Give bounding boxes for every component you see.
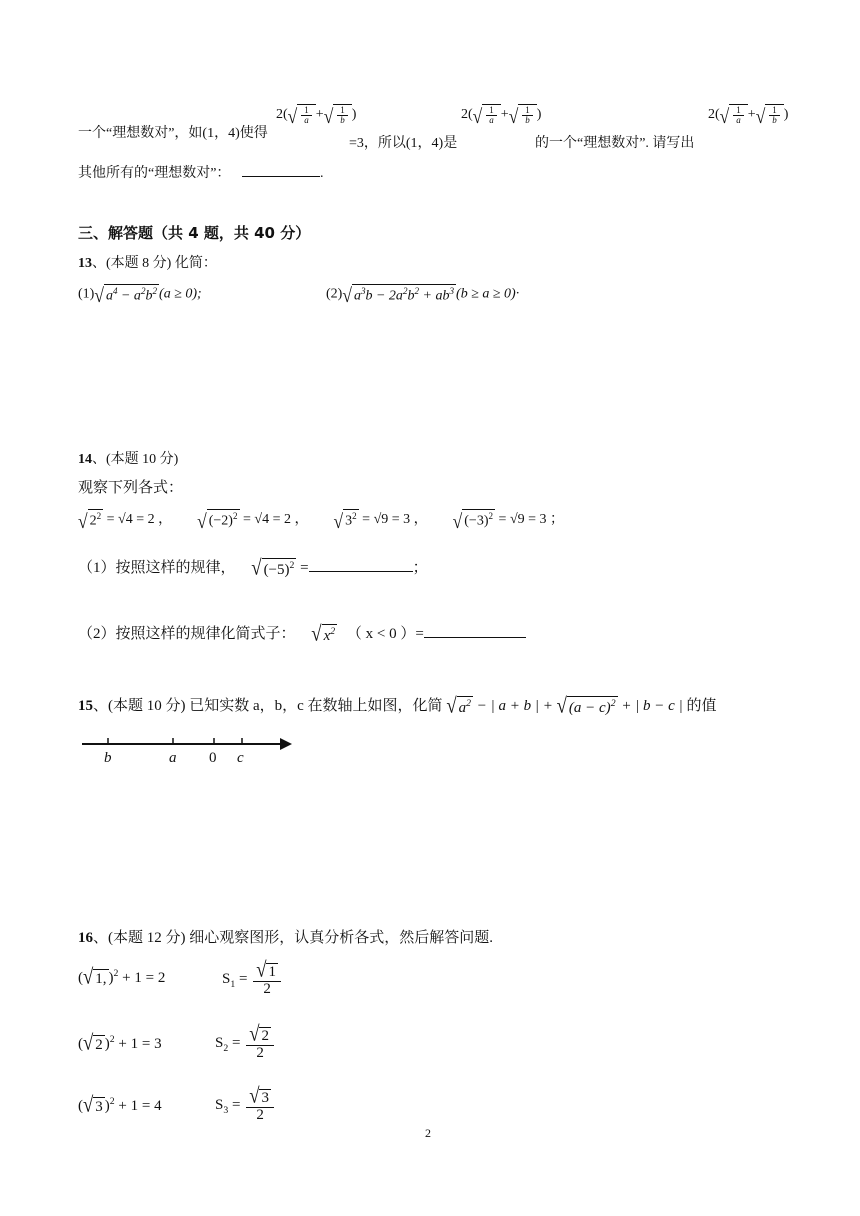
q12-eq3: =3，所以(1，4)是 <box>349 136 458 151</box>
q15-heading: 15、(本题 10 分) 已知实数 a，b，c 在数轴上如图，化简 √ $a^2$ − | a + b | + √ $(a - c)^2$ + | b − c | 的值 <box>78 694 717 719</box>
q12-answer-blank[interactable] <box>242 176 320 177</box>
q16-row-3: ( √ 3 )$^2$ + 1 = 4 <box>78 1093 162 1118</box>
q13-part2: (2) √ $a^3b - 2a^2b^2 + ab^3$ (b ≥ a ≥ 0)· <box>326 283 520 307</box>
q16-heading: 16、(本题 12 分) 细心观察图形，认真分析各式，然后解答问题. <box>78 930 493 946</box>
q12-line1 <box>78 122 268 142</box>
q14-sub1-blank[interactable] <box>309 571 413 572</box>
q14-sub2-blank[interactable] <box>424 637 526 638</box>
section-heading: 三、解答题（共 4 题，共 40 分） <box>78 224 311 242</box>
q13-part1: (1) √ $a^4 - a^2b^2$ (a ≥ 0); <box>78 283 202 307</box>
q12-prefix: 一个“理想数对”，如(1，4)使得 <box>78 126 268 141</box>
q16-row-1: ( √ 1, )$^2$ + 1 = 2 <box>78 965 166 990</box>
q12-formula-1: 2( √ $\frac{1}{a}$ + √ $\frac{1}{b}$ ) <box>276 104 357 128</box>
label-c: c <box>237 750 244 766</box>
q16-s1: $S_1$ = √ 1 2 <box>222 962 283 998</box>
q12-line2: 其他所有的“理想数对”： . <box>78 166 324 181</box>
q12-mid: 的一个“理想数对”. 请写出 <box>535 136 695 151</box>
q12-formula-3: 2( √ $\frac{1}{a}$ + √ $\frac{1}{b}$ ) <box>708 104 789 128</box>
number-line-arrow <box>280 738 292 750</box>
q14-intro: 观察下列各式： <box>78 480 184 496</box>
q14-sub1: （1）按照这样的规律， √ $(-5)^2$ = ； <box>78 556 428 581</box>
q12-formula-2: 2( √ $\frac{1}{a}$ + √ $\frac{1}{b}$ ) <box>461 104 542 128</box>
q14-sub2: （2）按照这样的规律化简式子： √ $x^2$ （ x < 0 ）= <box>78 622 526 645</box>
q14-heading: 14、(本题 10 分) <box>78 452 179 467</box>
page-number: 2 <box>425 1126 431 1140</box>
label-0: 0 <box>209 750 217 766</box>
q14-examples: √ $2^2$ = √4 = 2 ， √ $(-2)^2$ = √4 = 2 ， √ $3^2$ = √9 = 3 ， √ $(-3)^2$ = √9 = 3 ； <box>78 508 565 532</box>
q16-s2: $S_2$ = √ 2 2 <box>215 1026 276 1062</box>
q16-row-2: ( √ 2 )$^2$ + 1 = 3 <box>78 1031 162 1056</box>
q16-s3: $S_3$ = √ 3 2 <box>215 1088 276 1124</box>
number-line <box>80 734 310 774</box>
label-b: b <box>104 750 112 766</box>
q13-heading: 13、(本题 8 分) 化简： <box>78 256 217 271</box>
label-a: a <box>169 750 177 766</box>
